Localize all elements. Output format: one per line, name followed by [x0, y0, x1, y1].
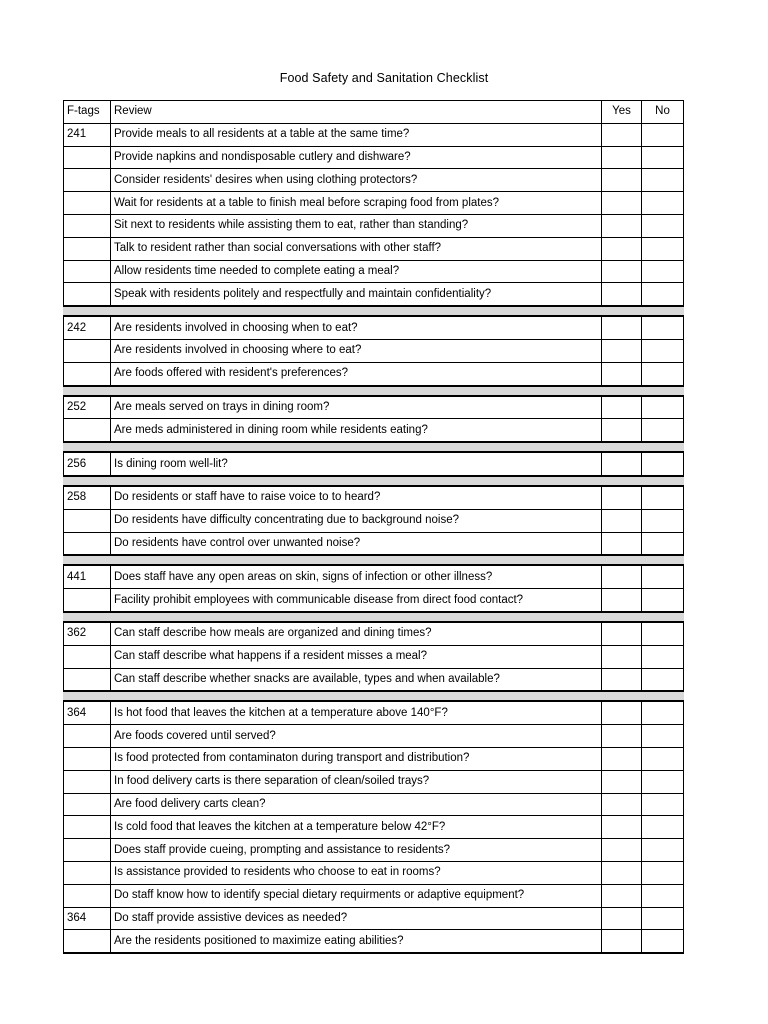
yes-checkbox-cell[interactable] [602, 419, 642, 442]
yes-checkbox-cell[interactable] [602, 316, 642, 339]
review-cell: Do residents have difficulty concentrating due to background noise? [111, 509, 602, 532]
table-row [64, 668, 684, 691]
ftag-cell [64, 816, 111, 839]
table-row [64, 770, 684, 793]
no-checkbox-cell[interactable] [642, 362, 684, 385]
review-cell: Sit next to residents while assisting them to eat, rather than standing? [111, 214, 602, 237]
review-cell: Are foods covered until served? [111, 725, 602, 748]
no-checkbox-cell[interactable] [642, 509, 684, 532]
table-row [64, 123, 684, 146]
group-separator-cell [64, 386, 684, 396]
ftag-cell [64, 861, 111, 884]
yes-checkbox-cell[interactable] [602, 452, 642, 476]
table-row [64, 793, 684, 816]
table-row [64, 316, 684, 339]
review-cell: Is assistance provided to residents who choose to eat in rooms? [111, 861, 602, 884]
no-checkbox-cell[interactable] [642, 725, 684, 748]
yes-checkbox-cell[interactable] [602, 214, 642, 237]
yes-checkbox-cell[interactable] [602, 237, 642, 260]
review-cell: Are residents involved in choosing where to eat? [111, 339, 602, 362]
group-separator-cell [64, 306, 684, 316]
ftag-cell [64, 668, 111, 691]
ftag-cell [64, 532, 111, 555]
no-checkbox-cell[interactable] [642, 793, 684, 816]
ftag-cell [64, 725, 111, 748]
review-cell: Can staff describe what happens if a resident misses a meal? [111, 645, 602, 668]
table-row [64, 861, 684, 884]
group-separator-cell [64, 691, 684, 701]
review-cell: Are food delivery carts clean? [111, 793, 602, 816]
ftag-cell [64, 930, 111, 953]
table-row [64, 532, 684, 555]
ftag-cell: 362 [64, 622, 111, 645]
yes-checkbox-cell[interactable] [602, 839, 642, 862]
group-separator [64, 386, 684, 396]
ftag-cell: 441 [64, 565, 111, 588]
ftag-cell: 256 [64, 452, 111, 476]
group-separator [64, 555, 684, 565]
no-checkbox-cell[interactable] [642, 565, 684, 588]
ftag-cell: 252 [64, 396, 111, 419]
review-cell: Do staff know how to identify special dietary requirments or adaptive equipment? [111, 884, 602, 907]
no-checkbox-cell[interactable] [642, 839, 684, 862]
review-cell: Allow residents time needed to complete eating a meal? [111, 260, 602, 283]
no-checkbox-cell[interactable] [642, 214, 684, 237]
table-row [64, 930, 684, 953]
review-cell: Does staff provide cueing, prompting and assistance to residents? [111, 839, 602, 862]
no-checkbox-cell[interactable] [642, 452, 684, 476]
review-cell: Provide meals to all residents at a table at the same time? [111, 123, 602, 146]
review-cell: Does staff have any open areas on skin, signs of infection or other illness? [111, 565, 602, 588]
yes-checkbox-cell[interactable] [602, 589, 642, 612]
yes-checkbox-cell[interactable] [602, 169, 642, 192]
ftag-cell [64, 839, 111, 862]
header-yes: Yes [602, 101, 642, 124]
checklist-table [63, 100, 684, 954]
yes-checkbox-cell[interactable] [602, 283, 642, 306]
review-cell: Is cold food that leaves the kitchen at a temperature below 42°F? [111, 816, 602, 839]
no-checkbox-cell[interactable] [642, 146, 684, 169]
table-row [64, 214, 684, 237]
ftag-cell [64, 793, 111, 816]
ftag-cell [64, 192, 111, 215]
no-checkbox-cell[interactable] [642, 396, 684, 419]
table-row [64, 146, 684, 169]
review-cell: Are meals served on trays in dining room? [111, 396, 602, 419]
group-separator [64, 691, 684, 701]
header-row [64, 101, 684, 124]
group-separator [64, 476, 684, 486]
table-row [64, 237, 684, 260]
no-checkbox-cell[interactable] [642, 884, 684, 907]
table-row [64, 192, 684, 215]
yes-checkbox-cell[interactable] [602, 668, 642, 691]
review-cell: Are residents involved in choosing when to eat? [111, 316, 602, 339]
yes-checkbox-cell[interactable] [602, 701, 642, 724]
yes-checkbox-cell[interactable] [602, 260, 642, 283]
yes-checkbox-cell[interactable] [602, 770, 642, 793]
review-cell: In food delivery carts is there separation of clean/soiled trays? [111, 770, 602, 793]
no-checkbox-cell[interactable] [642, 123, 684, 146]
ftag-cell [64, 884, 111, 907]
yes-checkbox-cell[interactable] [602, 532, 642, 555]
no-checkbox-cell[interactable] [642, 339, 684, 362]
review-cell: Is dining room well-lit? [111, 452, 602, 476]
review-cell: Do residents or staff have to raise voice to to heard? [111, 486, 602, 509]
yes-checkbox-cell[interactable] [602, 622, 642, 645]
review-cell: Consider residents' desires when using clothing protectors? [111, 169, 602, 192]
table-row [64, 169, 684, 192]
yes-checkbox-cell[interactable] [602, 725, 642, 748]
review-cell: Can staff describe how meals are organized and dining times? [111, 622, 602, 645]
no-checkbox-cell[interactable] [642, 907, 684, 930]
no-checkbox-cell[interactable] [642, 770, 684, 793]
no-checkbox-cell[interactable] [642, 747, 684, 770]
group-separator-cell [64, 555, 684, 565]
yes-checkbox-cell[interactable] [602, 146, 642, 169]
table-row [64, 509, 684, 532]
review-cell: Are the residents positioned to maximize eating abilities? [111, 930, 602, 953]
review-cell: Do residents have control over unwanted noise? [111, 532, 602, 555]
table-row [64, 452, 684, 476]
review-cell: Do staff provide assistive devices as needed? [111, 907, 602, 930]
no-checkbox-cell[interactable] [642, 668, 684, 691]
group-separator [64, 612, 684, 622]
yes-checkbox-cell[interactable] [602, 884, 642, 907]
no-checkbox-cell[interactable] [642, 486, 684, 509]
yes-checkbox-cell[interactable] [602, 565, 642, 588]
yes-checkbox-cell[interactable] [602, 123, 642, 146]
ftag-cell [64, 339, 111, 362]
yes-checkbox-cell[interactable] [602, 861, 642, 884]
no-checkbox-cell[interactable] [642, 861, 684, 884]
review-cell: Talk to resident rather than social conversations with other staff? [111, 237, 602, 260]
no-checkbox-cell[interactable] [642, 419, 684, 442]
table-row [64, 701, 684, 724]
ftag-cell: 241 [64, 123, 111, 146]
no-checkbox-cell[interactable] [642, 701, 684, 724]
review-cell: Provide napkins and nondisposable cutlery and dishware? [111, 146, 602, 169]
group-separator [64, 306, 684, 316]
table-row [64, 362, 684, 385]
yes-checkbox-cell[interactable] [602, 486, 642, 509]
no-checkbox-cell[interactable] [642, 532, 684, 555]
no-checkbox-cell[interactable] [642, 283, 684, 306]
ftag-cell [64, 770, 111, 793]
ftag-cell [64, 419, 111, 442]
review-cell: Speak with residents politely and respectfully and maintain confidentiality? [111, 283, 602, 306]
table-row [64, 884, 684, 907]
no-checkbox-cell[interactable] [642, 589, 684, 612]
group-separator [64, 442, 684, 452]
no-checkbox-cell[interactable] [642, 816, 684, 839]
table-row [64, 747, 684, 770]
ftag-cell: 258 [64, 486, 111, 509]
ftag-cell [64, 260, 111, 283]
yes-checkbox-cell[interactable] [602, 396, 642, 419]
yes-checkbox-cell[interactable] [602, 362, 642, 385]
header-review: Review [111, 101, 602, 124]
yes-checkbox-cell[interactable] [602, 930, 642, 953]
table-row [64, 622, 684, 645]
yes-checkbox-cell[interactable] [602, 747, 642, 770]
yes-checkbox-cell[interactable] [602, 509, 642, 532]
ftag-cell [64, 509, 111, 532]
table-row [64, 486, 684, 509]
yes-checkbox-cell[interactable] [602, 339, 642, 362]
table-row [64, 725, 684, 748]
review-cell: Is hot food that leaves the kitchen at a temperature above 140°F? [111, 701, 602, 724]
table-row [64, 339, 684, 362]
no-checkbox-cell[interactable] [642, 622, 684, 645]
ftag-cell [64, 237, 111, 260]
ftag-cell [64, 362, 111, 385]
ftag-cell [64, 645, 111, 668]
ftag-cell [64, 747, 111, 770]
ftag-cell [64, 169, 111, 192]
yes-checkbox-cell[interactable] [602, 645, 642, 668]
checklist-body [64, 123, 684, 953]
table-row [64, 419, 684, 442]
table-row [64, 816, 684, 839]
review-cell: Can staff describe whether snacks are available, types and when available? [111, 668, 602, 691]
no-checkbox-cell[interactable] [642, 260, 684, 283]
yes-checkbox-cell[interactable] [602, 192, 642, 215]
table-row [64, 645, 684, 668]
table-row [64, 396, 684, 419]
table-row [64, 907, 684, 930]
ftag-cell [64, 283, 111, 306]
table-row [64, 283, 684, 306]
no-checkbox-cell[interactable] [642, 237, 684, 260]
table-row [64, 839, 684, 862]
table-row [64, 260, 684, 283]
page-title: Food Safety and Sanitation Checklist [279, 71, 489, 85]
ftag-cell [64, 589, 111, 612]
review-cell: Is food protected from contaminaton during transport and distribution? [111, 747, 602, 770]
no-checkbox-cell[interactable] [642, 316, 684, 339]
no-checkbox-cell[interactable] [642, 930, 684, 953]
ftag-cell [64, 146, 111, 169]
group-separator-cell [64, 476, 684, 486]
ftag-cell: 242 [64, 316, 111, 339]
yes-checkbox-cell[interactable] [602, 907, 642, 930]
no-checkbox-cell[interactable] [642, 645, 684, 668]
table-row [64, 565, 684, 588]
no-checkbox-cell[interactable] [642, 169, 684, 192]
no-checkbox-cell[interactable] [642, 192, 684, 215]
review-cell: Facility prohibit employees with communicable disease from direct food contact? [111, 589, 602, 612]
ftag-cell [64, 214, 111, 237]
group-separator-cell [64, 442, 684, 452]
review-cell: Wait for residents at a table to finish meal before scraping food from plates? [111, 192, 602, 215]
header-no: No [642, 101, 684, 124]
header-ftags: F-tags [64, 101, 111, 124]
yes-checkbox-cell[interactable] [602, 793, 642, 816]
review-cell: Are foods offered with resident's preferences? [111, 362, 602, 385]
ftag-cell: 364 [64, 907, 111, 930]
review-cell: Are meds administered in dining room while residents eating? [111, 419, 602, 442]
yes-checkbox-cell[interactable] [602, 816, 642, 839]
group-separator-cell [64, 612, 684, 622]
ftag-cell: 364 [64, 701, 111, 724]
table-row [64, 589, 684, 612]
